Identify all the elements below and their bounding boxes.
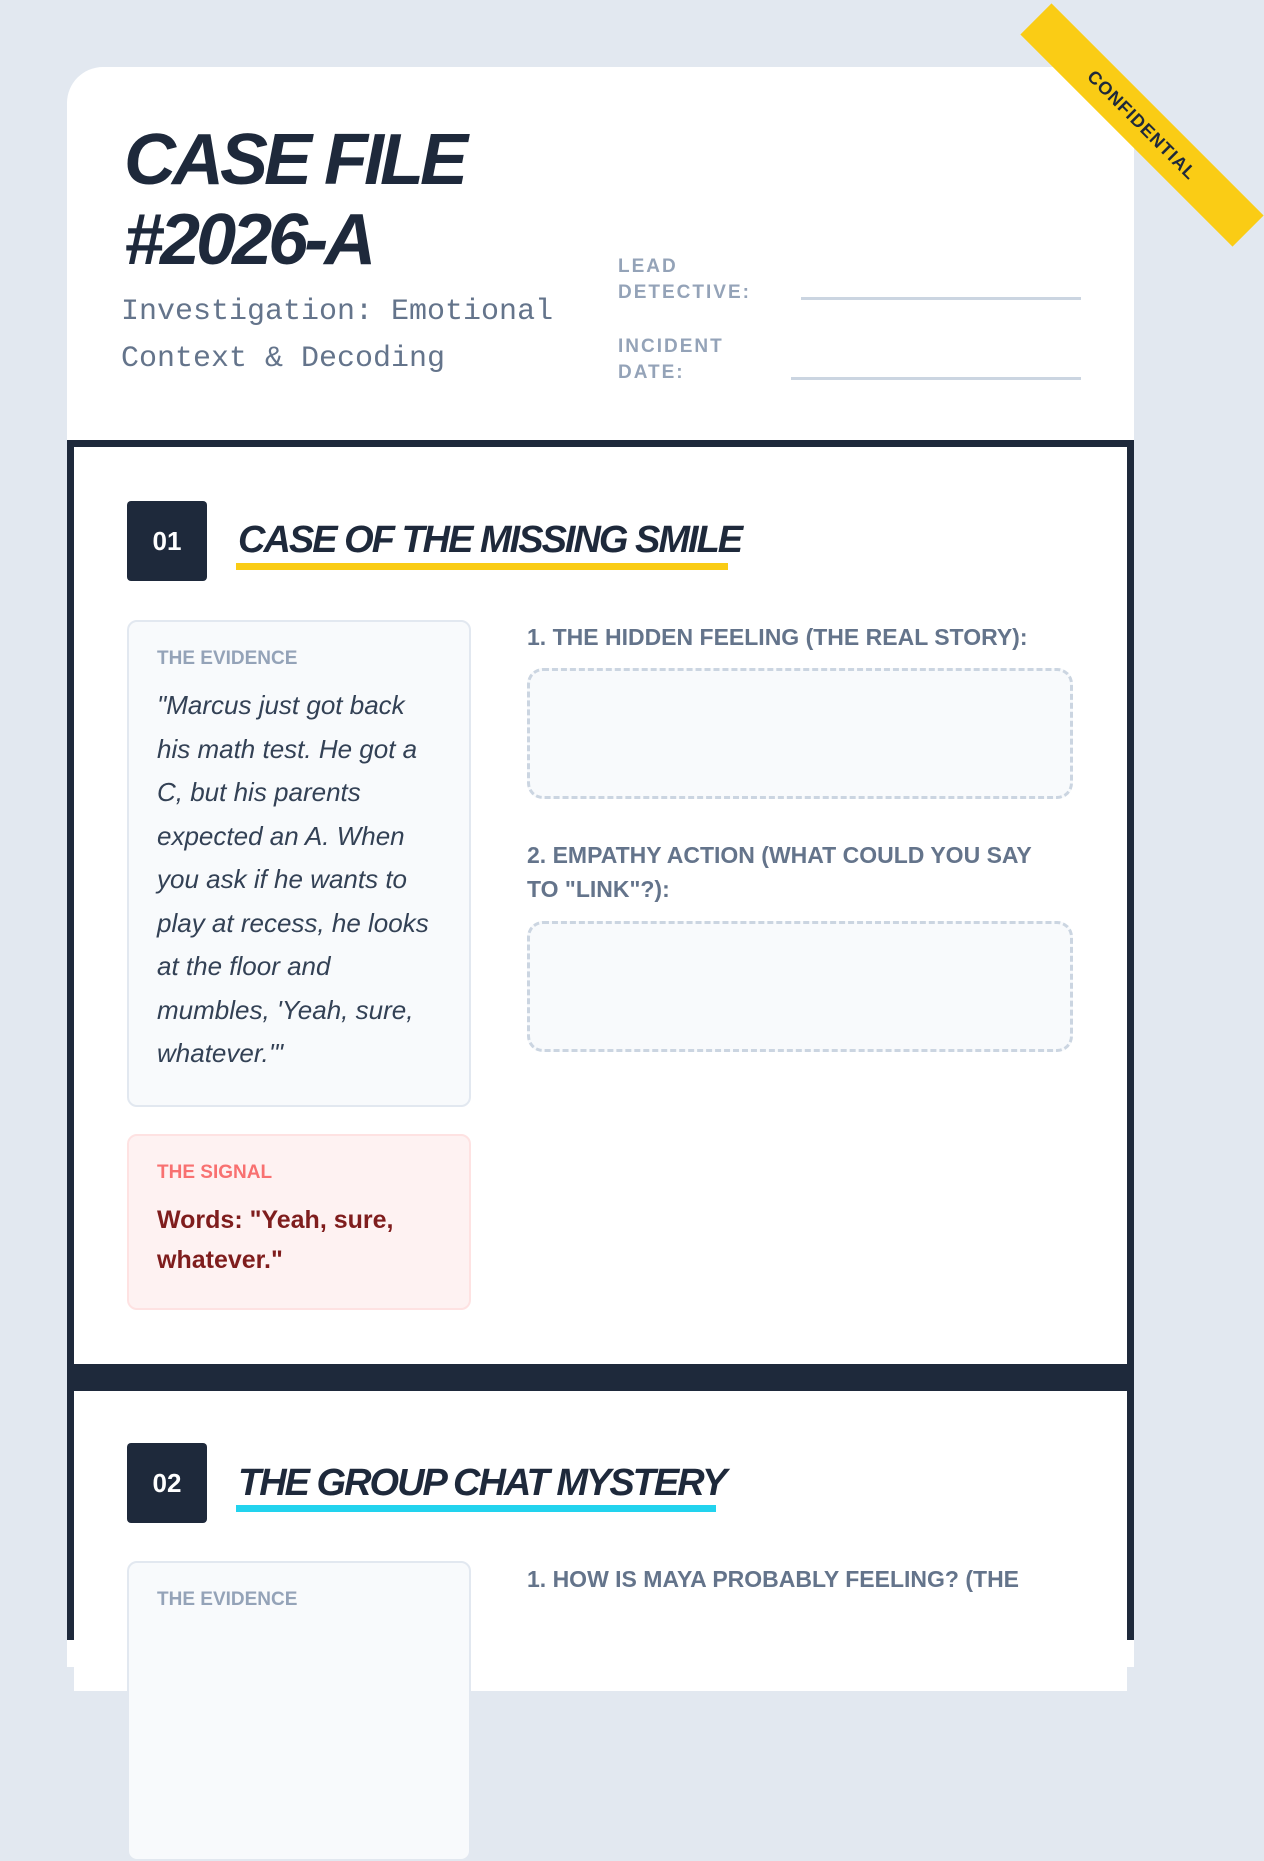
evidence-box bbox=[127, 1561, 471, 1861]
lead-detective-field[interactable] bbox=[801, 297, 1081, 300]
page-title: CASE FILE #2026-A bbox=[124, 120, 465, 280]
question-hidden-feeling: 1. THE HIDDEN FEELING (THE REAL STORY): bbox=[527, 624, 1028, 650]
section-number: 02 bbox=[127, 1443, 207, 1523]
section-title: THE GROUP CHAT MYSTERY bbox=[238, 1462, 726, 1504]
case-section-01 bbox=[74, 447, 1127, 1364]
section-title: CASE OF THE MISSING SMILE bbox=[238, 519, 742, 561]
confidential-ribbon: CONFIDENTIAL bbox=[1020, 3, 1263, 246]
cases-frame bbox=[67, 440, 1134, 1640]
signal-box bbox=[127, 1134, 471, 1310]
evidence-label: THE EVIDENCE bbox=[157, 648, 298, 669]
evidence-text: "Marcus just got back his math test. He got a C, but his parents expected an A. When you ask if he wants to play at recess, he looks at the floor and mumbles, 'Yeah, sure, whatever.'" bbox=[157, 690, 429, 1068]
question-empathy-action: 2. EMPATHY ACTION (WHAT COULD YOU SAY TO "LINK"?): bbox=[527, 842, 1032, 902]
page-subtitle: Investigation: Emotional Context & Decoding bbox=[121, 295, 554, 376]
question-maya-feeling: 1. HOW IS MAYA PROBABLY FEELING? (THE bbox=[527, 1566, 1020, 1592]
lead-detective-label: LEAD DETECTIVE: bbox=[618, 256, 751, 303]
section-title-underline bbox=[236, 563, 728, 570]
signal-text: Words: "Yeah, sure, whatever." bbox=[157, 1206, 394, 1274]
section-title-underline bbox=[236, 1505, 716, 1512]
answer-box-hidden-feeling[interactable] bbox=[527, 668, 1073, 799]
evidence-label: THE EVIDENCE bbox=[157, 1589, 298, 1610]
incident-date-label: INCIDENT DATE: bbox=[618, 336, 724, 383]
answer-box-empathy-action[interactable] bbox=[527, 921, 1073, 1052]
section-number: 01 bbox=[127, 501, 207, 581]
case-section-02 bbox=[74, 1391, 1127, 1691]
signal-label: THE SIGNAL bbox=[157, 1162, 273, 1183]
incident-date-field[interactable] bbox=[791, 377, 1081, 380]
evidence-box bbox=[127, 620, 471, 1107]
